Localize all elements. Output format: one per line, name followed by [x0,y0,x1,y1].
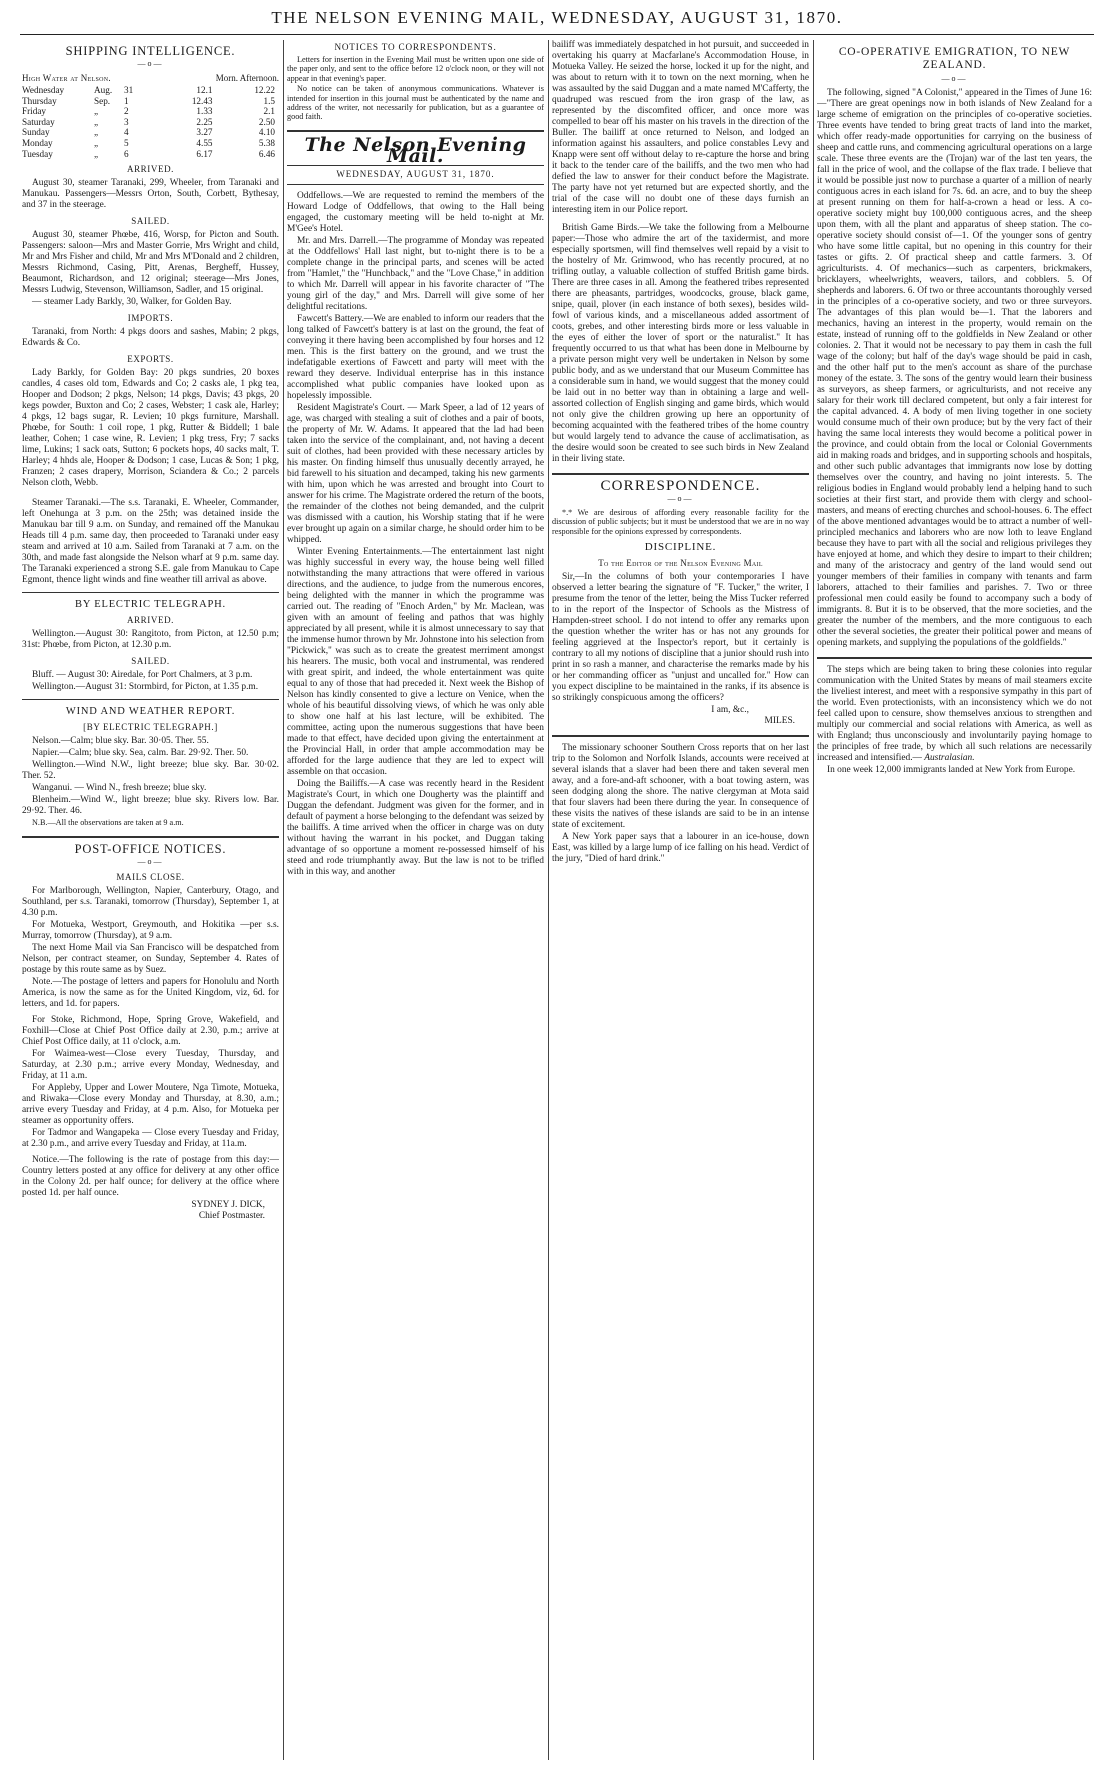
tide-morn: 6.17 [196,148,213,159]
tide-header-left: High Water at Nelson. [22,73,111,83]
article-immigrants: In one week 12,000 immigrants landed at New York from Europe. [827,765,1076,775]
divider [22,592,279,593]
dateline: WEDNESDAY, AUGUST 31, 1870. [336,168,495,179]
steps-source: Australasian. [924,753,975,763]
notices-text: Letters for insertion in the Evening Mail must be written upon one side of the paper only, and sent to the office before 12 o'clock noon, or they will not appear in that evening's paper. [287,55,544,83]
tide-header [22,73,279,84]
postoffice-notice: For Appleby, Upper and Lower Moutere, Nga Timote, Motueka, and Riwaka—Close every Monday and Thursday, at 8.30, a.m.; arrive every Tuesday and Friday, at 4 p.m. Also, for Motueka per steamer as opportunity offers. [22,1082,279,1126]
article-missionary: The missionary schooner Southern Cross reports that on her last trip to the Solomon and Norfolk Islands, accounts were received at several islands that a slaver had been there and taken several men away, and a fore-and-aft schooner, with a boat towing astern, was seen dodging along the shore. The native clergyman at Mota said that four slavers had been there during the year. In consequence of these visits the natives of these islands are said to be in an intense state of excitement. [552,743,809,831]
ornament: —o— [137,59,164,68]
telegraph-sailed: Wellington.—August 31: Stormbird, for Picton, at 1.35 p.m. [32,682,259,693]
article-fawcett: Fawcett's Battery.—We are enabled to inform our readers that the long talked of Fawcett's battery is at last on the ground, the feat of conveying it there having been accomplished by four horses and 12 men. This is the first battery on the ground, and we trust the indefatigable exertions of Fawcett and party will meet with the reward they deserve. Individual enterprise has in this instance accomplished what public companies have looked upon as hopelessly impossible. [287,313,544,401]
tide-month: Sep. [94,95,111,106]
sailed-heading: SAILED. [131,656,170,667]
ornament: —o— [137,856,164,866]
letter-closing: I am, &c., [711,705,749,716]
taranaki-report: Steamer Taranaki.—The s.s. Taranaki, E. Wheeler, Commander, left Onehunga at 3 p.m. on the 25th; was detained inside the Manukau bar till 9 a.m. on Sunday, and remained off the Manukau Heads till 4 p.m. same day, then proceeded to Taranaki under easy steam and arrived at 10 a.m. Sailed from Taranaki at 7 a.m. on the 30th, and made fast alongside the Nelson wharf at 9 p.m. same day. The Taranaki experienced a strong S.E. gale from Manukau to Cape Egmont, thence light winds and fine weather till arrival as above. [22,498,279,586]
column-4 [817,40,1092,1760]
tide-date: 4 [124,127,129,138]
letter-body: Sir,—In the columns of both your contemporaries I have observed a letter bearing the signature of "F. Tucker," the writer, I presume from the tenor of the letter, being the Miss Tucker referred to in the report of the Inspector of Schools as the Mistress of Hampden-street school. I do not intend to offer any remarks upon the question whether the writer has or has not any grounds for feeling aggrieved at the Inspector's report, but it certainly is contrary to all my notions of discipline that a junior should rush into print in so rash a manner, and characterise the remarks made by his or her commanding officer as "unjust and uncalled for." How can you expect discipline to be maintained in the ranks, if its absence is so strikingly conspicuous among the officers? [552,572,809,704]
tide-date: 6 [124,148,129,159]
tide-day: Friday [22,106,46,117]
weather-wellington: Wellington.—Wind N.W., light breeze; blue sky. Bar. 30·02. Ther. 52. [22,760,279,782]
divider [22,699,279,700]
article-oddfellows: Oddfellows.—We are requested to remind the members of the Howard Lodge of Oddfellows, that owing to the Hall being engaged, the customary meeting will be held to-night at Mr. M'Gee's Hotel. [287,190,544,234]
arrived-heading: ARRIVED. [126,615,175,626]
mails-close-heading: MAILS CLOSE. [116,871,185,882]
article-bailiffs-cont: bailiff was immediately despatched in hot pursuit, and succeeded in overtaking his quarry at Macfarlane's Accommodation House, in Motueka Valley. He seized the horse, locked it up for the night, and was about to return with it to town on the next morning, when he was assaulted by the said Duggan and a mate named M'Cafferty, the quadruped was rescued from the iron grasp of the law, as represented by the discomfited officer, and once more was compelled to bear off his master on his travels in the direction of the Buller. The bailiff at once returned to Nelson, and lodged an information against his assaulters, and police constables Levy and Knapp were sent off without delay to re-capture the horse and bring it back to the tender care of the bailiffs, and the two men who had defied the law to answer for their conduct before the Magistrate. The party have not yet returned but are expected shortly, and the trial of the case will no doubt one of these days furnish an interesting item in our Police report. [552,40,809,215]
table-row [22,127,279,138]
divider [552,735,809,737]
tide-morn: 4.55 [196,137,213,148]
tide-morn: 12.43 [191,95,213,106]
tide-month: „ [94,106,99,117]
signature-title: Chief Postmaster. [198,1210,265,1221]
tide-date: 1 [124,95,129,106]
weather-nelson: Nelson.—Calm; blue sky. Bar. 30·05. Ther. 55. [32,736,209,747]
postoffice-notice: For Marlborough, Wellington, Napier, Canterbury, Otago, and Southland, per s.s. Taranaki, tomorrow (Thursday), September 1, at 4.30 p.m. [22,885,279,918]
tide-aft: 6.46 [258,148,275,159]
weather-subtitle: [BY ELECTRIC TELEGRAPH.] [83,722,218,733]
tide-day: Thursday [22,95,57,106]
exports-text: Lady Barkly, for Golden Bay: 20 pkgs sundries, 20 boxes candles, 4 cases old tom, Edwards and Co; 2 casks ale, 1 pkg tea, Hooper and Dodson; 2 pkgs, Nelson; 14 pkgs, Davis; 43 pkgs, 20 kegs powder, Buxton and Co; 2 cases, Webster; 1 cask ale, Harley; 4 pkgs, 12 bags sugar, R. Levien; 10 pkgs furniture, Marshall. Phœbe, for South: 1 coil rope, 1 pkg, Rutter & Biddell; 1 bale leather, Cohen; 1 case wine, R. Levien; 1 pkg tress, Fry; 7 sacks lime, Lukins; 1 sack oats, Sutton; 6 pockets hops, 40 sacks malt, T. Harley; 4 hhds ale, Hooper & Dodson; 1 case, Lucas & Son; 1 pkg, Franzen; 2 cases drapery, Morrison, Sciandera & Co.; 2 parcels Nelson cloth, Webb. [22,368,279,489]
postoffice-title: POST-OFFICE NOTICES. [74,841,227,856]
postoffice-notice: Note.—The postage of letters and papers for Honolulu and North America, is now the same as for the United Kingdom, viz, 6d. for letters, and 1d. for papers. [22,976,279,1009]
masthead-rule [20,34,1094,35]
tide-aft: 2.1 [263,106,275,117]
ornament: —o— [667,494,694,503]
table-row [22,117,279,128]
column-rule [283,40,284,1760]
divider [287,130,544,132]
article-darrell: Mr. and Mrs. Darrell.—The programme of Monday was repeated at the Oddfellows' Hall last night, but to-night there is to be a complete change in the principal parts, and scenes will be acted from "Hamlet," the "Hunchback," and the "Love Chase," in addition to which Mr. Darrell will appear in his favorite character of "The young girl of the day," and Mrs. Darrell will give some of her delightful recitations. [287,235,544,312]
divider [552,473,809,475]
sailed-heading: SAILED. [131,216,170,227]
column-2 [287,40,544,1760]
letter-to-editor: To the Editor of the Nelson Evening Mail [598,558,763,569]
article-newyork: A New York paper says that a labourer in an ice-house, down East, was killed by a large lump of ice falling on his head. Verdict of the jury, "Died of hard drink." [552,832,809,865]
table-row [22,138,279,149]
weather-wanganui: Wanganui. — Wind N., fresh breeze; blue sky. [32,783,207,794]
article-winter: Winter Evening Entertainments.—The entertainment last night was highly successful in every way, the house being well filled notwithstanding the many attractions that were offered in various directions, and the audience, to judge from the numerous encores, being delighted with the manner in which the programme was carried out. The reading of "Enoch Arden," by Mr. Maclean, was given with an amount of feeling and pathos that was highly appreciated by all present, while it is almost unnecessary to say that the immense humor thrown by Mr. Johnstone into his selection from "Pickwick," was such as to create the greatest merriment amongst his hearers. The music, both vocal and instrumental, was rendered with great spirit, and indeed, the whole entertainment was quite equal to any of those that had preceded it. Next week the Bishop of Nelson has kindly consented to give a lecture on Venice, when the whole of his beautiful dissolving views, of which he was only able to show one half at his last lecture, will be exhibited. The committee, acting upon the numerous suggestions that have been made to that effect, have decided upon giving the entertainment at the Provincial Hall, in order that ample accommodation may be afforded for the large audience that they are led to expect will assemble on that occasion. [287,546,544,777]
postoffice-notice: The next Home Mail via San Francisco will be despatched from Nelson, per contract steamer, on Sunday, September 4. Rates of postage by this route same as by Suez. [22,942,279,975]
article-birds: British Game Birds.—We take the following from a Melbourne paper:—Those who admire the art of the taxidermist, and more especially sportsmen, will find themselves well repaid by a visit to the hostelry of Mr. Grimwood, who has recently procured, at no trifling outlay, a valuable collection of stuffed British game birds. There are three cases in all. Among the feathered tribes represented there are pheasants, partridges, woodcocks, grouse, black game, snipe, quail, plover (in each instance of both sexes), besides wild-fowl of various kinds, and a miscellaneous added assortment of coots, grebes, and other interesting birds more or less valuable in the eyes of either the lover of sport or the naturalist." It has frequently occurred to us that what has been done in Melbourne by a private person might very well be undertaken in Nelson by some public body, and as we understand that our Museum Committee has a considerable sum in hand, we would suggest that the money could be laid out in no better way than in obtaining a large and well-assorted collection of English singing and game birds, which would not only give the children growing up here an opportunity of becoming acquainted with the feathered tribes of the home country but would largely tend to advance the cause of acclimatisation, as the desire would soon be created to see such birds in New Zealand in their living state. [552,223,809,464]
tide-month: „ [94,148,99,159]
table-row [22,96,279,107]
column-rule [548,40,549,1760]
table-row [22,106,279,117]
exports-heading: EXPORTS. [127,354,174,365]
tide-aft: 12.22 [254,85,275,95]
sailed-text: — steamer Lady Barkly, 30, Walker, for Golden Bay. [32,297,232,308]
divider [817,657,1092,659]
tide-aft: 2.50 [258,116,275,127]
tide-day: Sunday [22,127,50,138]
steps-text: The steps which are being taken to bring these colonies into regular communication with the United States by means of mail steamers excite the liveliest interest, and meet with a responsive sympathy in this part of the world. Even protectionists, with an inconsistency which we do not feel called upon to censure, show themselves anxious to strengthen and multiply our commercial and social relations with America, as well as with England; thus unconsciously and involuntarily paying homage to the principles of free trade, by which all such relations are necessarily increased and intensified.— [817,665,1092,763]
weather-title: WIND AND WEATHER REPORT. [65,706,236,718]
weather-note: N.B.—All the observations are taken at 9 a.m. [32,818,184,828]
tide-aft: 1.5 [263,95,275,106]
tide-month: „ [94,127,99,138]
telegraph-arrived: Wellington.—August 30: Rangitoto, from Picton, at 12.50 p.m; 31st: Phœbe, from Picton, at 12.30 p.m. [22,629,279,651]
masthead: THE NELSON EVENING MAIL, WEDNESDAY, AUGUST 31, 1870. [271,8,843,27]
table-row [22,149,279,160]
postoffice-notice: For Tadmor and Wangapeka — Close every Tuesday and Friday, at 2.30 p.m., and arrive every Tuesday and Friday, at 11a.m. [22,1127,279,1149]
postoffice-notice: For Waimea-west—Close every Tuesday, Thursday, and Saturday, at 2.30 p.m.; arrive every Monday, Wednesday, and Friday, at 11 a.m. [22,1048,279,1081]
tide-day: Monday [22,137,53,148]
imports-text: Taranaki, from North: 4 pkgs doors and sashes, Mabin; 2 pkgs, Edwards & Co. [22,327,279,349]
notices-text: No notice can be taken of anonymous communications. Whatever is intended for insertion in this journal must be authenticated by the name and address of the writer, not necessarily for publication, but as a guarantee of good faith. [287,84,544,122]
tide-month: „ [94,137,99,148]
letter-signature: MILES. [764,716,795,727]
tide-morn: 12.1 [196,85,213,95]
sailed-text: August 30, steamer Phœbe, 416, Worsp, for Picton and South. Passengers: saloon—Mrs and Master Gorrie, Mrs Wright and child, Mr and Mrs Fisher and child, Mr and Mrs M'Donald and 2 children, Messrs Richmond, Casing, Pitt, Arenas, Bergheff, Hussey, Beaumont, Richardson, and 12 original; steerage—Mrs Jones, Messrs Ludwig, Stevenson, Williamson, Sadler, and 15 original. [22,230,279,296]
postoffice-notice: For Stoke, Richmond, Hope, Spring Grove, Wakefield, and Foxhill—Close at Chief Post Office daily at 2.30, p.m.; arrive at Chief Post Office daily, at 11 o'clock, a.m. [22,1014,279,1047]
signature-name: SYDNEY J. DICK, [191,1199,265,1210]
column-rule [813,40,814,1760]
column-3 [552,40,809,1760]
emigration-body: The following, signed "A Colonist," appeared in the Times of June 16:—"There are great openings now in both islands of New Zealand for a large scheme of emigration on the principles of co-operative societies. Three events have tended to bring great tracts of land into the market, which offer ready-made opportunities for carrying on the business of sheep and cattle runs, and commencing agricultural operations on a large scale. These three events are the (Trojan) war of the last ten years, the fall in the price of wool, and the collapse of the flax trade. I believe that it would be possible just now to purchase a quarter of a million of nearly contiguous acres in each island for 7s. 6d. an acre, and to buy the sheep at present running on them for half-a-crown a head or less. A co-operative society might buy 100,000 contiguous acres, and the sheep upon them, with all the plant and apparatus of sheep station. The co-operative society should consist of—1. Of the younger sons of gentry who have some little capital, but no opening in this country for their tastes or gifts. 2. Of practical sheep and cattle farmers. 3. Of agriculturists. 4. Of mechanics—such as carpenters, brickmakers, bricklayers, wheelwrights, weavers, tailors, and cobblers. 5. Of shepherds and laborers. 6. Of two or three accountants thoroughly versed in the principles of a co-operative society, and two or three surveyors. The advantages of this plan would be—1. That the laborers and mechanics, having an interest in the property, would remain on the estate, instead of running off to the goldfields in New Zealand or other colonies. 2. That it would not be necessary to pay them in cash the full wage of the colony; but half of the day's wage should be paid in cash, and the other half put to the men's account as share of the purchase money of the estate. 3. The sons of the gentry would learn their business as surveyors, as sheep farmers, or agriculturists, and not receive any salary for their work till declared competent, but only a fair interest for the capital advanced. 4. A body of men living together in one society would consume much of their own produce; but by the very fact of their having the same local interests they would become a political power in the province, and could obtain from the local or Colonial Governments aid in making roads and bridges, and in supporting schools and hospitals, and other such public advantages that immigrants now lose by dotting themselves over the country, and having no joint interests. 5. The religious bodies in England would probably lend a helping hand to such societies at their first start, and provide them with clergy and school-masters, and means of erecting churches and school-houses. 6. The effect of the above mentioned advantages would be to attract a number of well-principled mechanics and laborers who are now loth to leave England because they have to part with all the social and religious privileges they have enjoyed at home, and which they desire to impart to their children; and many of the aristocracy and gentry of the land would send out younger members of their families in company with tenants and farm laborers, attached to their families and parishes. 7. Two or three professional men could easily be found to accompany such a body of immigrants. 8. But it is to be observed, that the more societies, and the greater the number of the members, and the more contiguous to each other the several societies, the greater their political power and means of opening markets, and supplying the populations of the goldfields." [817,88,1092,648]
article-bailiffs: Doing the Bailiffs.—A case was recently heard in the Resident Magistrate's Court, in which one Dougherty was the plaintiff and Duggan the defendant. Judgment was given for the former, and in default of payment a horse belonging to the defendant was seized by the bailiffs. A time arrived when the officer in charge was on duty without having the warrant in his pocket, and Duggan taking advantage of so opportune a moment re-possessed himself of his steed and rode triumphantly away. But the law is not to be trifled with in this way, and another [287,778,544,877]
weather-blenheim: Blenheim.—Wind W., light breeze; blue sky. Rivers low. Bar. 29·92. Ther. 46. [22,795,279,817]
tide-aft: 4.10 [258,127,275,138]
divider [287,184,544,185]
paper-name: The Nelson Evening Mail. [304,133,527,167]
tide-aft: 5.38 [258,137,275,148]
ornament: —o— [941,74,968,83]
imports-heading: IMPORTS. [127,313,174,324]
article-steps [817,665,1092,764]
tide-morn: 1.33 [196,106,213,117]
tide-month: „ [94,116,99,127]
divider [22,836,279,838]
correspondence-disclaimer: *.* We are desirous of affording every reasonable facility for the discussion of public subjects; but it must be understood that we are in no way responsible for the opinions expressed by correspondents. [552,508,809,536]
arrived-text: August 30, steamer Taranaki, 299, Wheeler, from Taranaki and Manukau. Passengers—Messrs Orton, South, Corbett, Bythesay, and 37 in the steerage. [22,178,279,211]
correspondence-title: CORRESPONDENCE. [600,478,761,494]
emigration-title: CO-OPERATIVE EMIGRATION, TO NEW ZEALAND. [838,46,1071,71]
tide-morn: 2.25 [196,116,213,127]
arrived-heading: ARRIVED. [126,164,175,175]
shipping-title: SHIPPING INTELLIGENCE. [65,44,236,58]
tide-table [22,85,279,159]
postoffice-notice: Notice.—The following is the rate of postage from this day:—Country letters posted at any office for delivery at any other office in the Colony 2d. per half ounce; for delivery at the office where posted 1d. per half ounce. [22,1154,279,1198]
tide-date: 5 [124,137,129,148]
weather-napier: Napier.—Calm; blue sky. Sea, calm. Bar. 29·92. Ther. 50. [32,748,249,759]
article-court: Resident Magistrate's Court. — Mark Speer, a lad of 12 years of age, was charged with stealing a suit of clothes and a pair of boots, the property of Mr. W. Adams. It appeared that the lad had been taken into the service of the complainant, and, not having a decent suit of clothes, had been provided with these necessary articles by his master. On finding himself thus unusually decently arrayed, he bid farewell to his situation and decamped, taking his new garments with him, upon which he was arrested and brought into Court to answer for his crime. The Magistrate ordered the return of the boots, the remainder of the clothes not being demanded, and the culprit was dismissed with a caution, his Worship stating that if he were ever brought up again on a similar charge, he should order him to be whipped. [287,402,544,545]
letter-title: DISCIPLINE. [644,541,717,554]
tide-date: 3 [124,116,129,127]
notices-title: NOTICES TO CORRESPONDENTS. [334,42,497,52]
tide-month: Aug. [94,85,113,95]
tide-date: 2 [124,106,129,117]
tide-date: 31 [124,85,134,95]
telegraph-title: BY ELECTRIC TELEGRAPH. [75,599,226,611]
telegraph-sailed: Bluff. — August 30: Airedale, for Port Chalmers, at 3 p.m. [32,670,253,681]
tide-day: Tuesday [22,148,53,159]
postoffice-notice: For Motueka, Westport, Greymouth, and Hokitika —per s.s. Murray, tomorrow (Thursday), at 9 a.m. [22,919,279,941]
tide-day: Wednesday [22,85,65,95]
tide-header-right: Morn. Afternoon. [215,73,279,83]
tide-morn: 3.27 [196,127,213,138]
column-1 [22,40,279,1760]
tide-day: Saturday [22,116,55,127]
table-row [22,85,279,96]
